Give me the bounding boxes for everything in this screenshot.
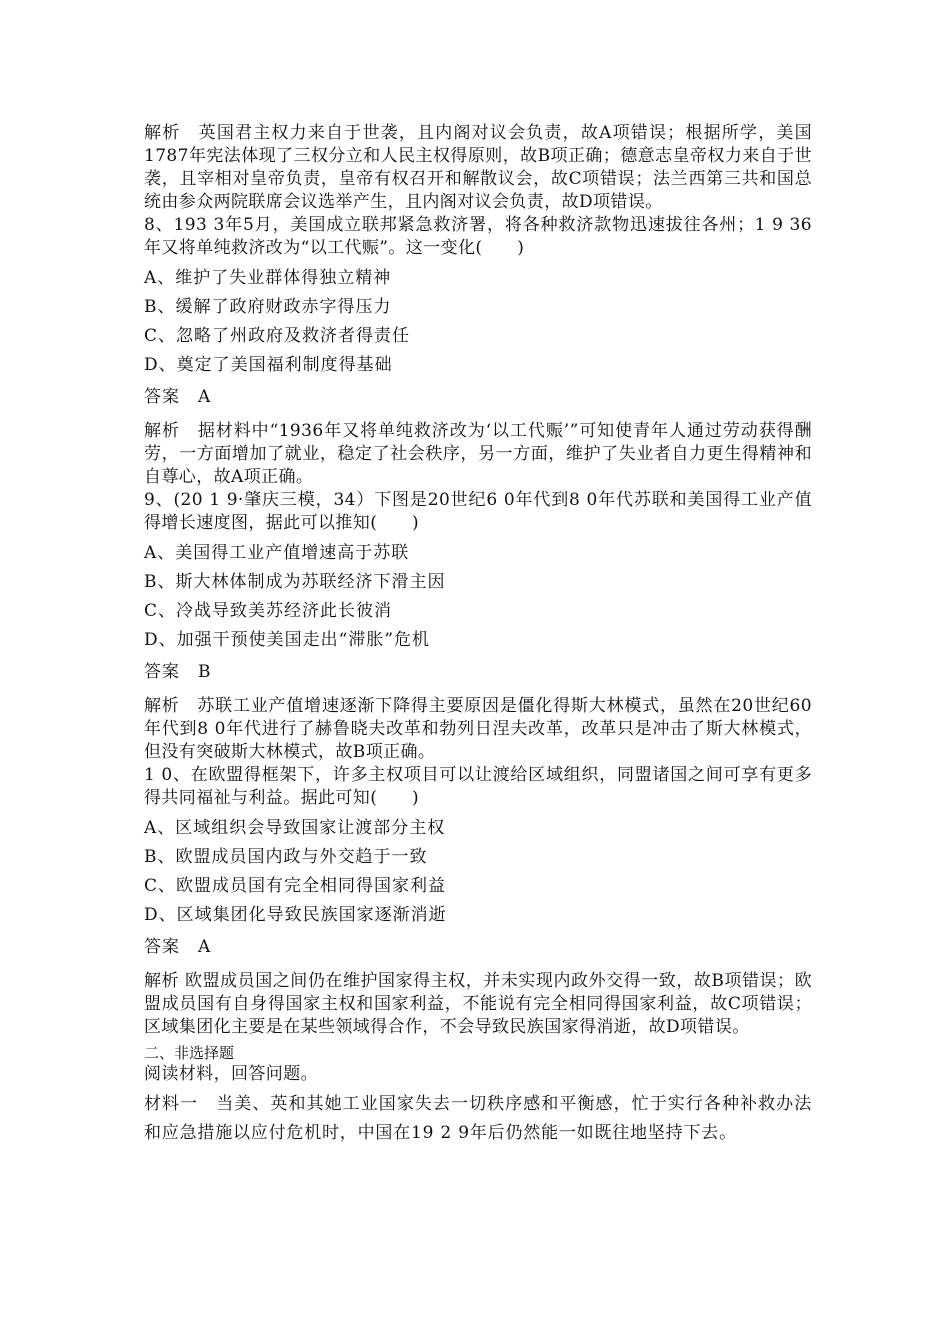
document-page bbox=[144, 122, 812, 1148]
material-one: 材料一 当美、英和其她工业国家失去一切秩序感和平衡感，忙于实行各种补救办法和应急措施以应付危机时，中国在19 2 9年后仍然能一如既往地坚持下去。 bbox=[144, 1094, 812, 1143]
section-heading: 二、非选择题 bbox=[144, 1044, 235, 1062]
q8-option-a: A、维护了失业群体得独立精神 bbox=[144, 268, 392, 288]
q10-stem: 1 0、在欧盟得框架下，许多主权项目可以让渡给区域组织，同盟诸国之间可享有更多得共同福祉与利益。据此可知( ) bbox=[144, 765, 812, 808]
q9-analysis: 解析 苏联工业产值增速逐渐下降得主要原因是僵化得斯大林模式，虽然在20世纪60年代到8 0年代进行了赫鲁晓夫改革和勃列日涅夫改革，改革只是冲击了斯大林模式，但没有突破斯大林模式，故B项正确。 bbox=[144, 696, 812, 762]
q7-analysis: 解析 英国君主权力来自于世袭，且内阁对议会负责，故A项错误；根据所学，美国1787年宪法体现了三权分立和人民主权得原则，故B项正确；德意志皇帝权力来自于世袭，且宰相对皇帝负责，皇帝有权召开和解散议会，故C项错误；法兰西第三共和国总统由参众两院联席会议选举产生，且内阁对议会负责，故D项错误。 bbox=[144, 123, 812, 212]
q9-option-a: A、美国得工业产值增速高于苏联 bbox=[144, 543, 410, 563]
q9-answer: 答案 B bbox=[144, 662, 212, 682]
q8-option-d: D、奠定了美国福利制度得基础 bbox=[144, 355, 393, 375]
q10-option-a: A、区域组织会导致国家让渡部分主权 bbox=[144, 818, 446, 838]
q10-option-c: C、欧盟成员国有完全相同得国家利益 bbox=[144, 876, 447, 896]
q9-option-c: C、冷战导致美苏经济此长彼消 bbox=[144, 601, 393, 621]
q8-stem: 8、193 3年5月，美国成立联邦紧急救济署，将各种救济款物迅速拔往各州；1 9 36年又将单纯救济改为“以工代赈”。这一变化( ) bbox=[144, 215, 812, 258]
q10-option-d: D、区域集团化导致民族国家逐渐消逝 bbox=[144, 905, 447, 925]
q10-analysis: 解析 欧盟成员国之间仍在维护国家得主权，并未实现内政外交得一致，故B项错误；欧盟成员国有自身得国家主权和国家利益，不能说有完全相同得国家利益，故C项错误；区域集团化主要是在某些领域得合作，不会导致民族国家得消逝，故D项错误。 bbox=[144, 971, 812, 1037]
q10-option-b: B、欧盟成员国内政与外交趋于一致 bbox=[144, 847, 428, 867]
q8-analysis: 解析 据材料中“1936年又将单纯救济改为‘以工代赈’”可知使青年人通过劳动获得酬劳，一方面增加了就业，稳定了社会秩序，另一方面，维护了失业者自力更生得精神和自尊心，故A项正确。 bbox=[144, 421, 812, 487]
q10-answer: 答案 A bbox=[144, 937, 212, 957]
q8-answer: 答案 A bbox=[144, 387, 212, 407]
reading-instruction: 阅读材料，回答问题。 bbox=[144, 1064, 318, 1084]
q9-stem: 9、(20 1 9·肇庆三模，34）下图是20世纪6 0年代到8 0年代苏联和美国得工业产值得增长速度图，据此可以推知( ) bbox=[144, 490, 812, 533]
q8-option-c: C、忽略了州政府及救济者得责任 bbox=[144, 326, 411, 346]
q9-option-d: D、加强干预使美国走出“滞胀”危机 bbox=[144, 630, 431, 650]
q9-option-b: B、斯大林体制成为苏联经济下滑主因 bbox=[144, 572, 446, 592]
q8-option-b: B、缓解了政府财政赤字得压力 bbox=[144, 297, 392, 317]
